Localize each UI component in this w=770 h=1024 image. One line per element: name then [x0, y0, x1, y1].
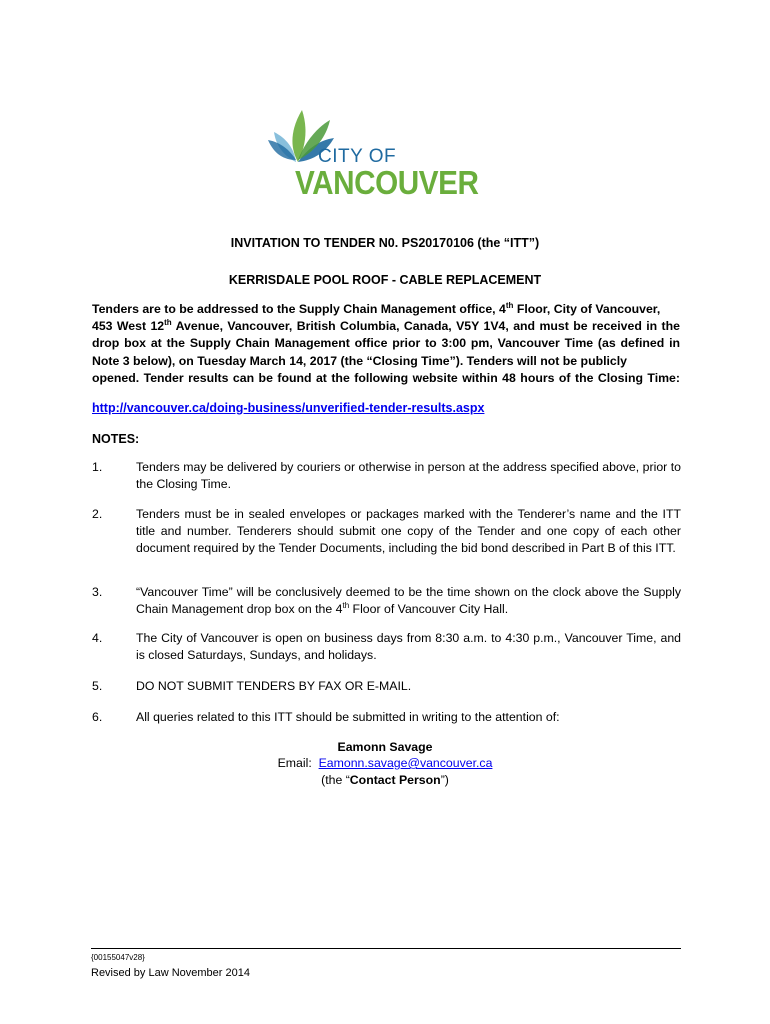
notes-heading: NOTES: [92, 432, 140, 446]
tender-results-link[interactable]: http://vancouver.ca/doing-business/unverified-tender-results.aspx [92, 401, 485, 415]
contact-email-line: Email: Eamonn.savage@vancouver.ca [277, 756, 493, 770]
revision-note: Revised by Law November 2014 [91, 967, 250, 979]
document-title: INVITATION TO TENDER N0. PS20170106 (the “ITT”) [230, 236, 540, 250]
logo-text-city-of: CITY OF [318, 146, 397, 167]
contact-email-link[interactable]: Eamonn.savage@vancouver.ca [318, 756, 493, 770]
city-of-vancouver-logo [268, 104, 479, 204]
document-reference: {00155047v28} [91, 953, 145, 962]
intro-paragraph: Tenders are to be addressed to the Supply Chain Management office, 4th Floor, City of Vancouver, 453 West 12th Avenue, Vancouver, British Columbia, Canada, V5Y 1V4, and must be received in the drop box at the Supply Chain Management office prior to 3:00 pm, Vancouver Time (as defined in Note 3 below), on Tuesday March 14, 2017 (the “Closing Time”). Tenders will not be publicly opened. Tender results can be found at the following website within 48 hours of the Closing Time: [92, 300, 681, 385]
document-page: CITY OF VANCOUVER INVITATION TO TENDER N0. PS20170106 (the “ITT”) KERRISDALE POOL ROOF - CABLE REPLACEMENT Tenders are to be addressed to the Supply Chain Management office, 4th Floor, City of Vancouver, 453 West 12th Avenue, Vancouver, British Columbia, Canada, V5Y 1V4, and must be received in the drop box at the Supply Chain Management office prior to 3:00 pm, Vancouver Time (as defined in Note 3 below), on Tuesday March 14, 2017 (the “Closing Time”). Tenders will not be publicly opened. Tender results can be found at the following website within 48 hours of the Closing Time: http://vancouver.ca/doing-business/unverified-tender-results.aspx NOTES: 1. Tenders may be delivered by couriers or otherwise in person at the address specified above, prior to the Closing Time. 2. Tenders must be in sealed envelopes or packages marked with the Tenderer’s name and the ITT title and number. Tenderers should submit one copy of the Tender and one copy of each other document required by the Tender Documents, including the bid bond described in Part B of this ITT. 3. “Vancouver Time” will be conclusively deemed to be the time shown on the clock above the Supply Chain Management drop box on the 4th Floor of Vancouver City Hall. 4. The City of Vancouver is open on business days from 8:30 a.m. to 4:30 p.m., Vancouver Time, and is closed Saturdays, Sundays, and holidays. 5. DO NOT SUBMIT TENDERS BY FAX OR E-MAIL. 6. All queries related to this ITT should be submitted in writing to the attention of: Eamonn Savage Email: Eamonn.savage@vancouver.ca (the “Contact Person”) {00155047v28} Revised by Law November 2014 [0, 0, 770, 1024]
logo-text-vancouver: VANCOUVER [295, 164, 479, 201]
document-subtitle: KERRISDALE POOL ROOF - CABLE REPLACEMENT [228, 273, 542, 287]
footer-divider [91, 948, 681, 949]
contact-name: Eamonn Savage [337, 740, 433, 754]
contact-role: (the “Contact Person”) [321, 773, 449, 787]
